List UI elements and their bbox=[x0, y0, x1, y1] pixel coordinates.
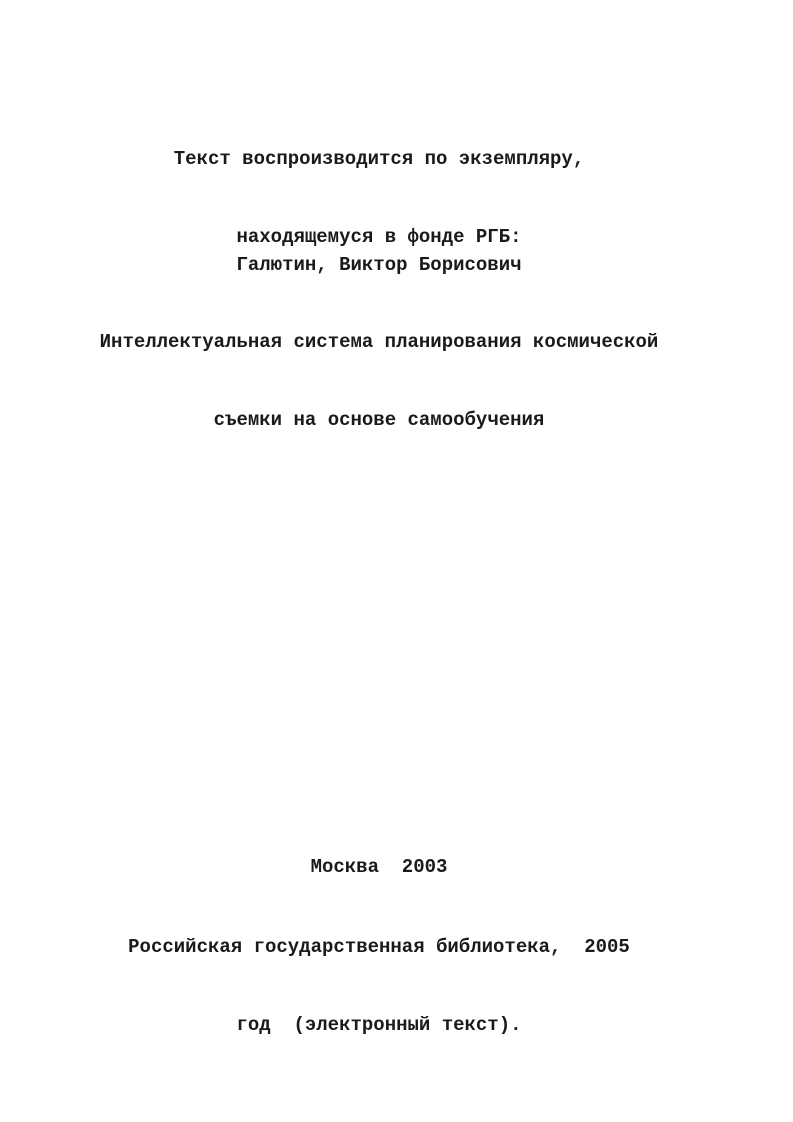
library-note-line-2: год (электронный текст). bbox=[236, 1014, 522, 1036]
document-title-line-2: съемки на основе самообучения bbox=[213, 409, 545, 431]
publication-place-year-text: Москва 2003 bbox=[310, 856, 448, 878]
library-note bbox=[0, 882, 758, 1064]
reproduction-notice-line-1: Текст воспроизводится по экземпляру, bbox=[173, 148, 585, 170]
document-title bbox=[0, 277, 758, 459]
library-note-line-1: Российская государственная библиотека, 2005 bbox=[128, 936, 630, 958]
reproduction-notice-line-2: находящемуся в фонде РГБ: bbox=[236, 226, 522, 248]
document-title-line-1: Интеллектуальная система планирования космической bbox=[99, 331, 659, 353]
author-name-text: Галютин, Виктор Борисович bbox=[236, 254, 522, 276]
